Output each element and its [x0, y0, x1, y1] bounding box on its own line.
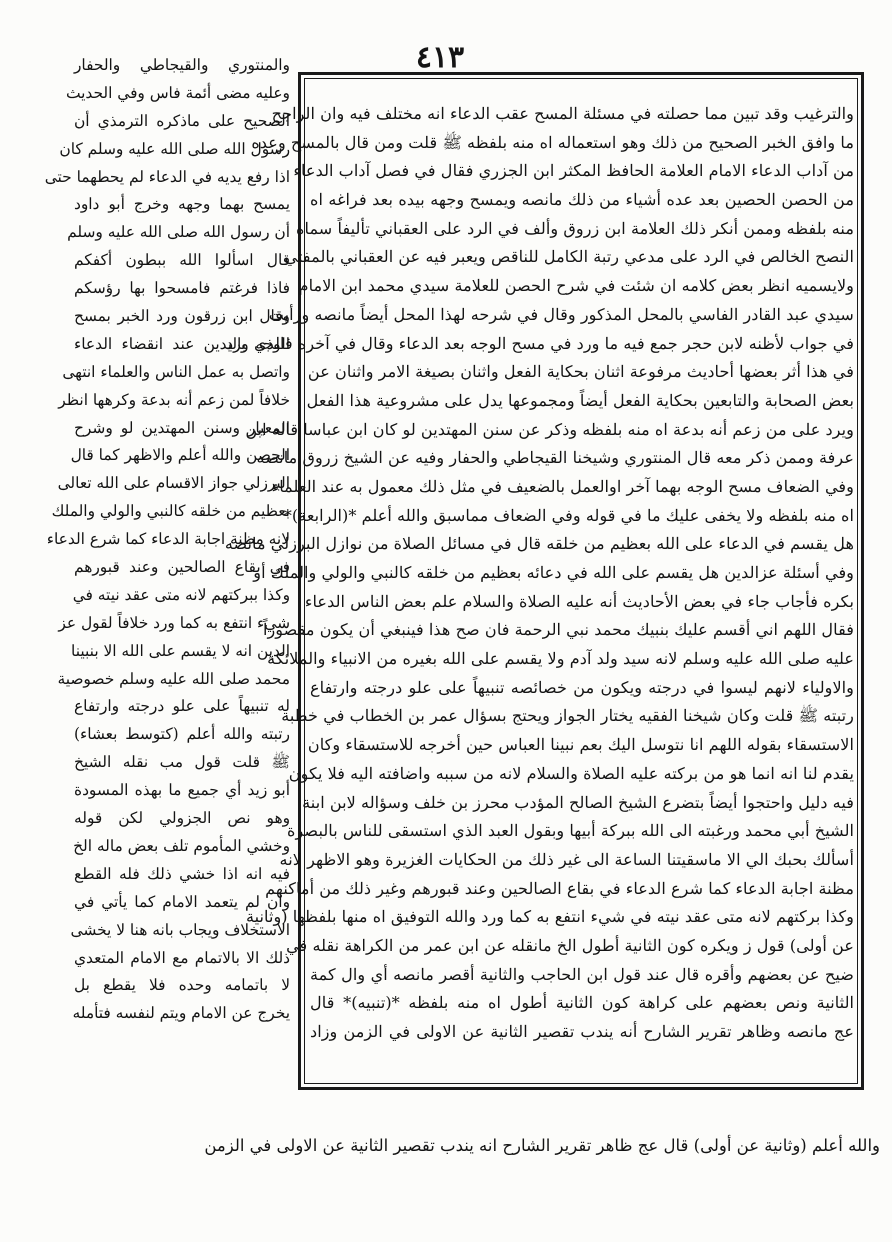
margin-note-line: قال اسألوا الله ببطون أكفكم [74, 251, 290, 270]
main-text-line: فقال اللهم اني أقسم عليك بنبيك محمد نبي الرحمة فان صح هذا فينبغي أن يكون مقصوراً [262, 620, 854, 640]
margin-note-line: وعليه مضى أئمة فاس وفي الحديث [65, 83, 290, 102]
main-text-line: يقدم لنا انه انما هو من بركته عليه الصلاة والسلام لانه من سببه واضافته اليه فلا يكون [288, 763, 854, 783]
margin-note-line: اذا رفع يديه في الدعاء لم يحطهما حتى [44, 167, 290, 186]
margin-note-line: فيه انه اذا خشي ذلك فله القطع [74, 864, 290, 883]
main-text-line: عن أولى) قول ز ويكره كون الثانية أطول الخ مانقله عن ابن عمر من الكراهة نقله في [286, 935, 854, 955]
main-text-line: هل يقسم في الدعاء على الله بعظيم من خلقه قال في مسائل الصلاة من نوازل البرزلي مانصه [224, 534, 854, 554]
margin-note-line: بعظيم من خلقه كالنبي والولي والملك [51, 502, 290, 521]
margin-note-line: رتبته والله أعلم (كتوسط بعشاء) [74, 725, 290, 744]
main-text-line: وفي أسئلة عزالدين هل يقسم على الله في دعائه بعظيم من خلقه كالنبي والولي والملك أو [253, 563, 854, 582]
main-text-block [224, 100, 854, 1084]
margin-note-line: فاذا فرغتم فامسحوا بها رؤسكم [74, 279, 290, 298]
main-text-line: والترغيب وقد تبين مما حصلته في مسئلة المسح عقب الدعاء انه مختلف فيه وان الراجح [271, 104, 854, 123]
margin-note-line: يخرج عن الامام ويتم لنفسه فتأمله [72, 1004, 290, 1023]
main-text-line: الاستسقاء بقوله اللهم انا نتوسل اليك بعم نبينا العباس حين أخرجه للاستسقاء وكان [307, 735, 854, 755]
main-text-line: مظنة اجابة الدعاء كما شرع الدعاء في بقاع الصالحين وعند قبورهم وغير ذلك من أماكنهم [265, 878, 854, 898]
margin-note-line: وكذا ببركتهم لانه متى عقد نيته في [72, 585, 290, 604]
margin-note-line: ذلك الا بالاتمام مع الامام المتعدي [74, 948, 290, 967]
main-text-line: عرفة وممن ذكر معه قال المنتوري وشيخنا القيجاطي والحفار وفيه عن الشيخ زروق مانصه [256, 448, 854, 468]
main-text-line: وفي الضعاف مسح الوجه بهما آخر اوالعمل بالضعيف في مثل ذلك معمول به عند العلماء [271, 476, 854, 496]
margin-note-line: الحصن والله أعلم والاظهر كما قال [70, 446, 290, 465]
main-text-line: وكذا بركتهم لانه متى عقد نيته في شيء انتفع به كما ورد والله التوفيق اه منها بلفظها (وثانية [245, 907, 854, 927]
margin-note-line: البرزلي جواز الاقسام على الله تعالى [57, 474, 290, 493]
main-text-line: عج مانصه وظاهر تقرير الشارح أنه يندب تقصير الثانية عن الاولى في الزمن وزاد [310, 1022, 854, 1041]
margin-note-line: الاستخلاف ويجاب بانه هنا لا يخشى [70, 920, 290, 939]
margin-note-line: الدين انه لا يقسم على الله الا بنبينا [71, 641, 290, 660]
margin-note-line: واتصل به عمل الناس والعلماء انتهى [62, 362, 290, 381]
margin-note-line: لا باتمامه وحده فلا يقطع بل [74, 976, 290, 995]
margin-note-line: أبو زيد أي جميع ما بهذه المسودة [74, 781, 290, 800]
margin-note-line: لانه مظنة اجابة الدعاء كما شرع الدعاء [46, 530, 290, 549]
page-number: ٤١٣ [415, 40, 465, 75]
main-text-line: منه بلفظه وممن أنكر ذلك العلامة ابن زروق وألف في الرد على العقباني تأليفاً سماه [296, 218, 854, 238]
margin-note-line: محمد صلى الله عليه وسلم خصوصية [57, 669, 290, 688]
main-text-line: ويرد على من زعم أنه بدعة اه منه بلفظه وذكر عن سنن المهتدين لو كان ابن عباسا قاله ابن [245, 419, 854, 439]
margin-note-line: يمسح بهما وجهه وخرج أبو داود [74, 195, 290, 214]
margin-note-line: وخشي المأموم تلف بعض ماله الخ [73, 836, 290, 855]
main-text-line: عليه صلى الله عليه وسلم لانه سيد ولد آدم ولا يقسم على الله بغيره من الانبياء والملائكة [267, 649, 854, 669]
main-text-line: في جواب لأظنه لابن حجر جمع فيه ما ورد في مسح الوجه بعد الدعاء وقال في آخره فالذي ورد [225, 333, 854, 353]
main-text-line: في هذا أثر بعضها أحاديث مرفوعة اثنان بحكاية الفعل واثنان بصيغة الامر واثنان عن [307, 362, 854, 382]
margin-note-line: والمنتوري والقيجاطي والحفار [74, 56, 290, 74]
main-text-line: أسألك بحبك الي الا ماسقيتنا الساعة الى غير ذلك من الحكايات الغزيرة وهو الاظهر لانه [279, 849, 854, 869]
main-text-line: فيه دليل واحتجوا أيضاً بتضرع الشيخ الصالح المؤدب محرز بن خلف وسؤاله لابن ابنة [302, 792, 854, 812]
margin-note-line: الوجه باليدين عند انقضاء الدعاء [74, 334, 290, 353]
main-text-line: الشيخ أبي محمد ورغبته الى الله ببركة أبيها وبقول العبد الذي استسقى للناس بالبصرة [287, 821, 854, 841]
main-text-line: ولايسميه انظر بعض كلامه ان شئت في شرح الحصن للعلامة سيدي محمد ابن الامام [298, 276, 854, 296]
main-text-line: اه منه بلفظه ولا يخفى عليك ما في قوله وفي الضعاف مماسبق والله أعلم *(الرابعة)* [283, 505, 854, 525]
margin-note-line: أن رسول الله صلى الله عليه وسلم [67, 223, 290, 242]
main-text-line: النصح الخالص في الرد على مدعي رتبة الكامل للناقص ويعبر فيه عن العقباني بالمفتي [284, 247, 854, 267]
margin-note-line: وقال ابن زرقون ورد الخبر بمسح [74, 307, 290, 326]
main-text-line: ما وافق الخبر الصحيح من ذلك وهو استعماله اه منه بلفظه ﷺ قلت ومن قال بالمسح وعده [251, 132, 854, 152]
marginal-gloss [44, 52, 290, 1070]
main-text-line: ضيح عن بعضهم وأقره قال عند قول ابن الحاجب والثانية أقصر مانصه أي وال كمة [310, 964, 854, 984]
main-text-line: بعض الصحابة والتابعين بحكاية الفعل أيضاً ومجموعها يدل على مشروعية هذا الفعل [306, 390, 854, 410]
main-text-line: من الحصن الحصين بعد عده أشياء من ذلك مانصه ويمسح وجهه بيده بعد فراغه اه [310, 190, 854, 210]
margin-note-line: وان لم يتعمد الامام كما يأتي في [74, 892, 290, 911]
bottom-catchword-line: والله أعلم (وثانية عن أولى) قال عج ظاهر تقرير الشارح انه يندب تقصير الثانية عن الاولى في الزمن [204, 1136, 880, 1155]
main-text-line: من آداب الدعاء الامام العلامة الحافظ المكثر ابن الجزري فقال في فصل آداب الدعاء [293, 161, 854, 181]
margin-note-line: المعيار وسنن المهتدين لو وشرح [74, 418, 290, 437]
margin-note-line: شيء انتفع به كما ورد خلافاً لقول عز [58, 613, 290, 632]
margin-note-line: له تنبيهاً على علو درجته وارتفاع [74, 697, 290, 716]
margin-note-line: رسول الله صلى الله عليه وسلم كان [59, 139, 290, 158]
margin-note-line: في بقاع الصالحين وعند قبورهم [74, 558, 290, 577]
main-text-line: الثانية ونص بعضهم على كراهة كون الثانية أطول اه منه بلفظه *(تنبيه)* قال [310, 993, 854, 1013]
main-text-line: سيدي عبد القادر الفاسي بالمحل المذكور وقال في شرحه لهذا المحل أيضاً مانصه ورأيت [268, 304, 854, 324]
margin-note-line: الصحيح على ماذكره الترمذي أن [74, 111, 290, 130]
main-text-line: بكره فأجاب جاء في بعض الأحاديث أنه عليه الصلاة والسلام علم بعض الناس الدعاء [304, 591, 854, 611]
margin-note-line: وهو نص الجزولي لكن قوله [74, 809, 290, 828]
main-text-line: والاولياء لانهم ليسوا في درجته ويكون من خصائصه تنبيهاً على علو درجته وارتفاع [310, 677, 854, 697]
margin-note-line: ﷺ قلت قول مب نقله الشيخ [74, 753, 290, 772]
margin-note-line: خلافاً لمن زعم أنه بدعة وكرهها انظر [58, 390, 290, 409]
main-text-line: رتبته ﷺ قلت وكان شيخنا الفقيه يختار الجواز ويحتج بسؤال عمر بن الخطاب في خطبة [281, 706, 854, 726]
